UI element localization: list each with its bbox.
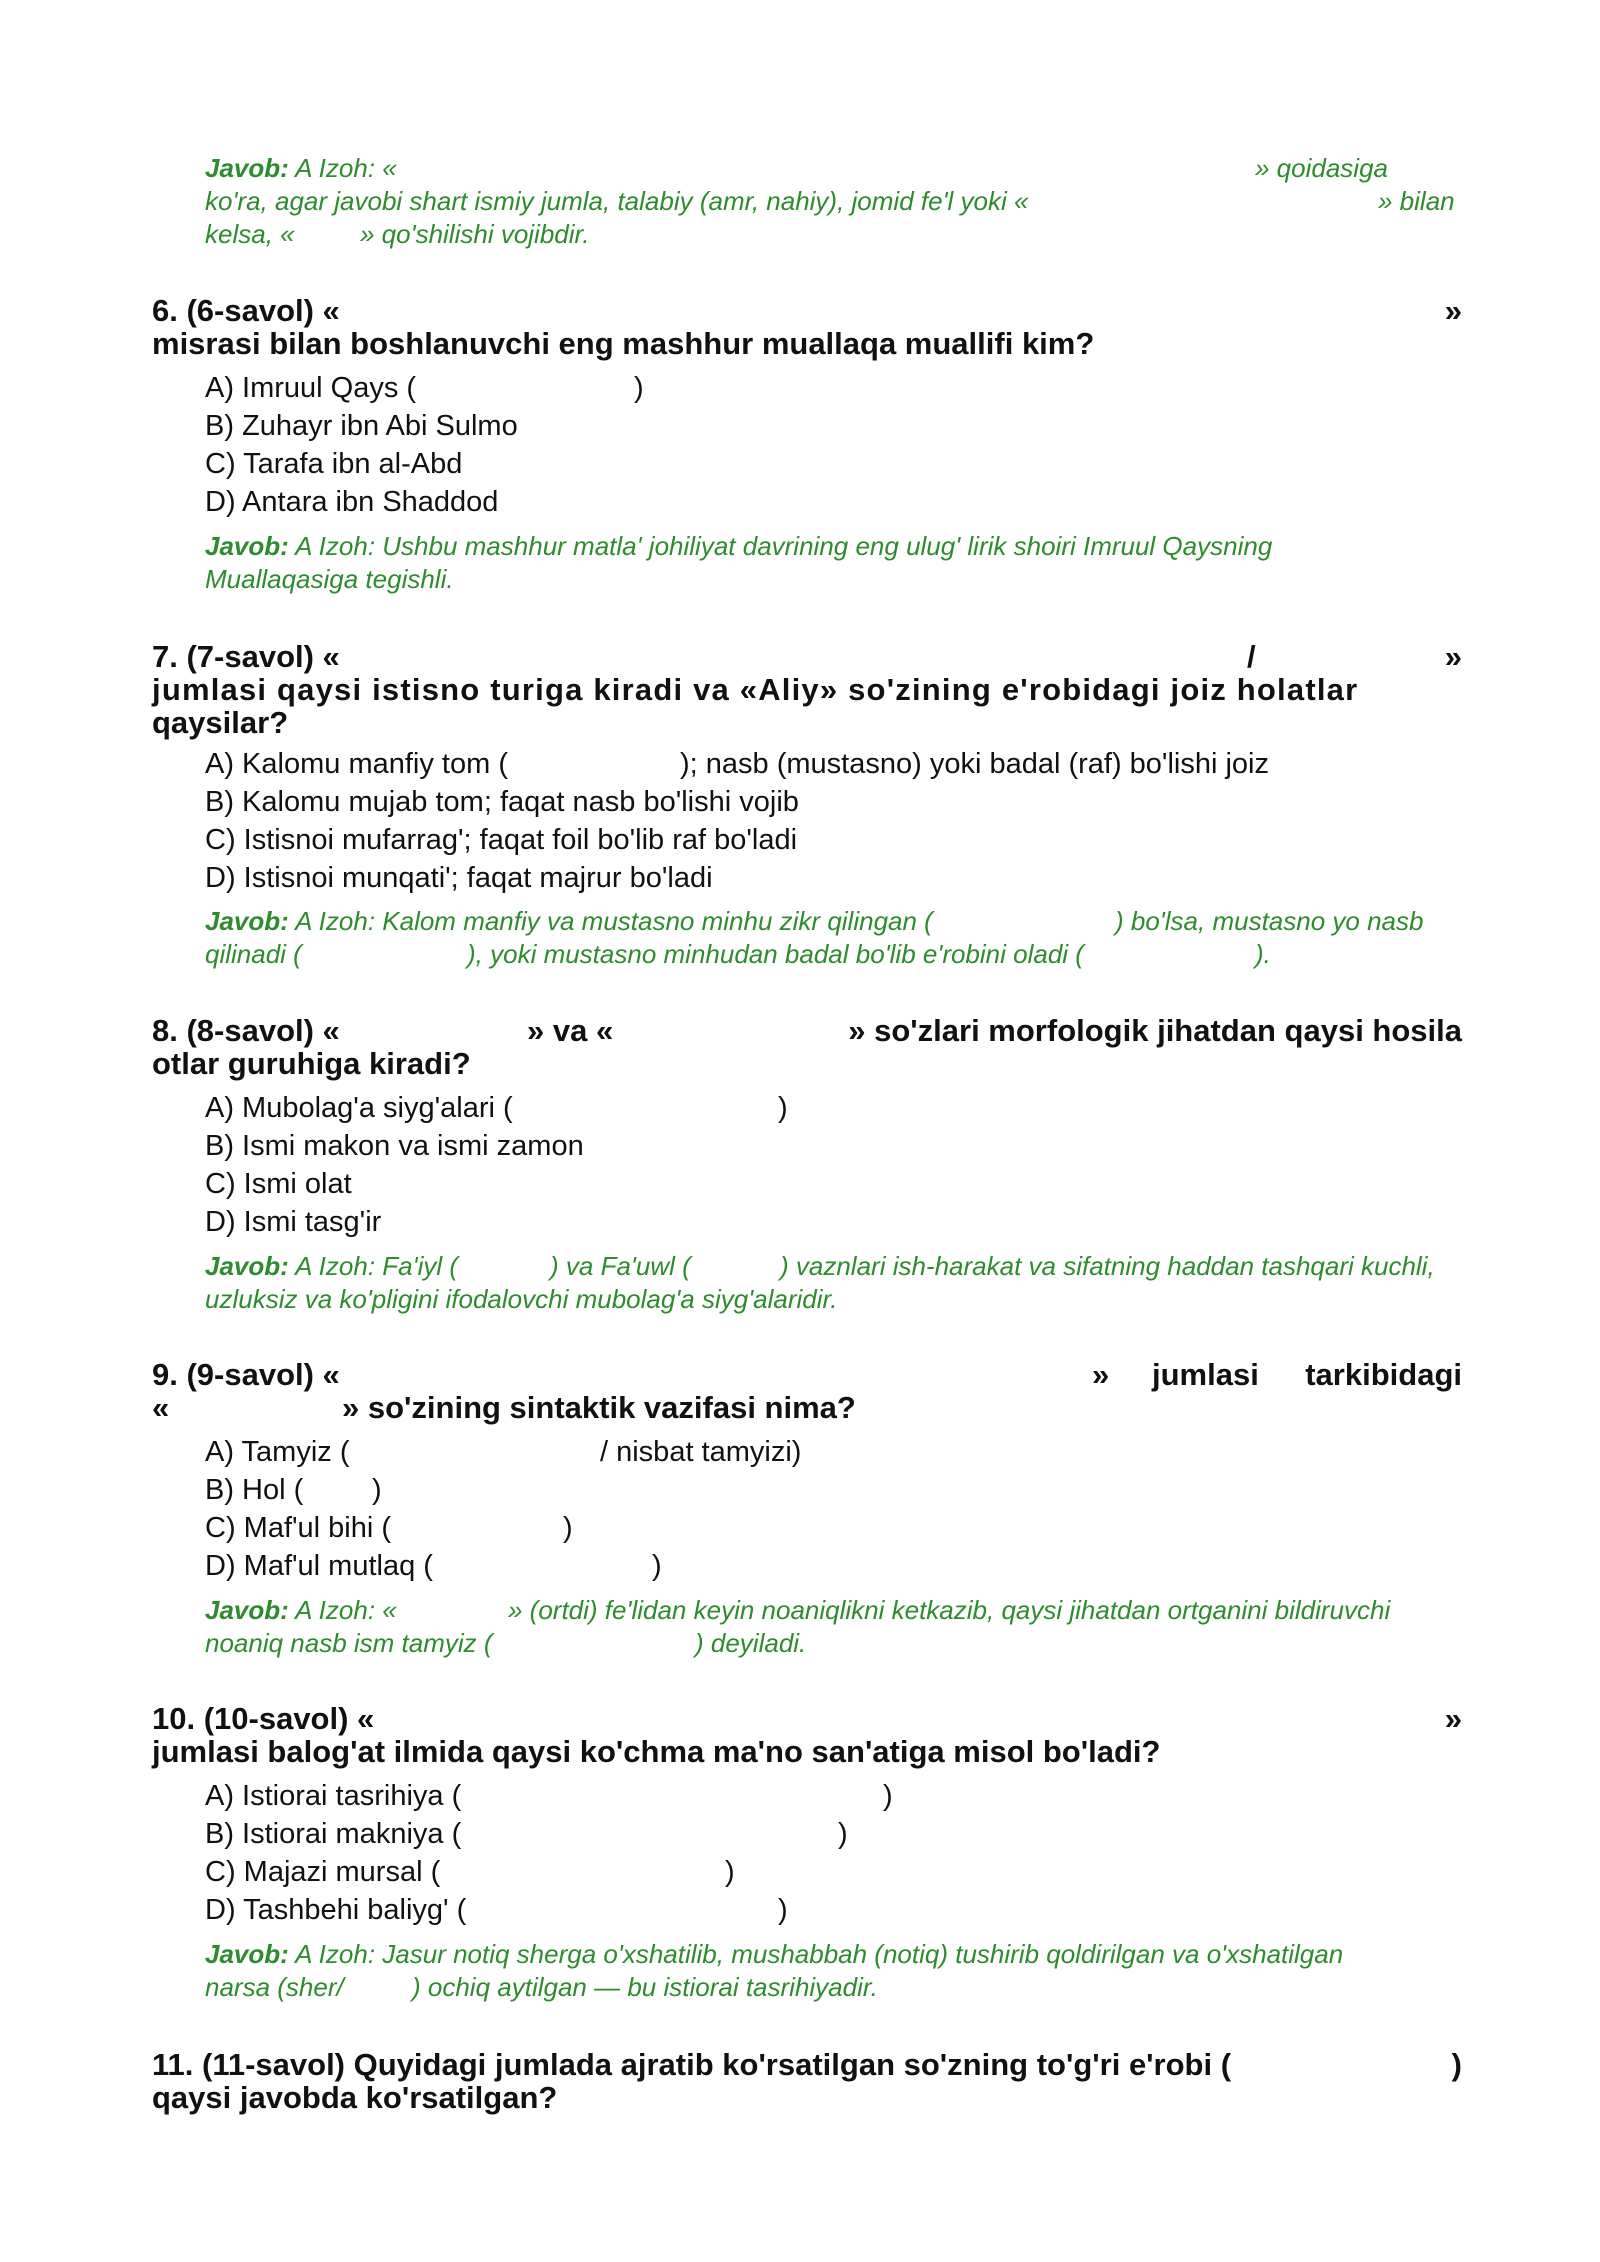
option-c: C) Majazi mursal ( [205, 1856, 441, 1888]
question-text: otlar guruhiga kiradi? [152, 1046, 471, 1081]
answer-text: qilinadi ( [205, 939, 302, 969]
answer-text: A Izoh: Fa'iyl ( [295, 1251, 459, 1281]
question-text: » so'zining sintaktik vazifasi nima? [342, 1390, 856, 1425]
question-text: » va « [527, 1013, 614, 1048]
option-c: C) Ismi olat [205, 1168, 352, 1200]
answer-text: A Izoh: Kalom manfiy va mustasno minhu zikr qilingan ( [295, 906, 933, 936]
answer-text: narsa (sher/ [205, 1972, 344, 2002]
option-a-close: ) [883, 1780, 893, 1812]
option-b: B) Hol ( [205, 1474, 304, 1506]
question-text: 10. (10-savol) « [152, 1701, 375, 1736]
option-d-close: ) [778, 1894, 788, 1926]
option-c-close: ) [563, 1512, 573, 1544]
option-d-close: ) [652, 1550, 662, 1582]
option-c: C) Tarafa ibn al-Abd [205, 448, 463, 480]
option-a: A) Imruul Qays ( [205, 372, 417, 404]
option-a: A) Istiorai tasrihiya ( [205, 1780, 462, 1812]
answer-text: » qo'shilishi vojibdir. [360, 219, 590, 249]
option-a-rest: ); nasb (mustasno) yoki badal (raf) bo'lishi joiz [680, 748, 1269, 780]
option-d: D) Ismi tasg'ir [205, 1206, 382, 1238]
option-b: B) Zuhayr ibn Abi Sulmo [205, 410, 518, 442]
option-a: A) Kalomu manfiy tom ( [205, 748, 508, 780]
question-text: 9. (9-savol) « [152, 1357, 340, 1392]
option-c-close: ) [725, 1856, 735, 1888]
option-a-rest: / nisbat tamyizi) [600, 1436, 802, 1468]
answer-label: Javob: [205, 1939, 289, 1969]
option-d: D) Tashbehi baliyg' ( [205, 1894, 467, 1926]
question-text: ) [1451, 2047, 1462, 2082]
question-text: jumlasi qaysi istisno turiga kiradi va «Aliy» so'zining e'robidagi joiz holatlar [152, 672, 1359, 707]
answer-text: ) bo'lsa, mustasno yo nasb [1115, 906, 1424, 936]
answer-text: » bilan [1378, 186, 1455, 216]
option-b-close: ) [372, 1474, 382, 1506]
answer-text: ), yoki mustasno minhudan badal bo'lib e'robini oladi ( [467, 939, 1084, 969]
answer-text: ) va Fa'uwl ( [550, 1251, 691, 1281]
option-b: B) Ismi makon va ismi zamon [205, 1130, 584, 1162]
option-a: A) Mubolag'a siyg'alari ( [205, 1092, 513, 1124]
question-text: qaysi javobda ko'rsatilgan? [152, 2080, 558, 2115]
answer-text: A Izoh: « [295, 153, 397, 183]
answer-block-q7 [205, 905, 1465, 971]
question-text: 7. (7-savol) « [152, 639, 340, 674]
answer-text: » qoidasiga [1255, 153, 1388, 183]
answer-label: Javob: [205, 1595, 289, 1625]
answer-text: uzluksiz va ko'pligini ifodalovchi mubolag'a siyg'alaridir. [205, 1284, 838, 1314]
question-11 [152, 2048, 1462, 2118]
answer-text: A Izoh: Jasur notiq sherga o'xshatilib, mushabbah (notiq) tushirib qoldirilgan va o'xshatilgan [295, 1939, 1344, 1969]
answer-text: ) vaznlari ish-harakat va sifatning haddan tashqari kuchli, [780, 1251, 1435, 1281]
answer-text: noaniq nasb ism tamyiz ( [205, 1628, 493, 1658]
answer-block-q10 [205, 1938, 1465, 2004]
answer-text: A Izoh: « [295, 1595, 397, 1625]
answer-label: Javob: [205, 153, 289, 183]
question-text: jumlasi balog'at ilmida qaysi ko'chma ma'no san'atiga misol bo'ladi? [152, 1734, 1161, 1769]
answer-label: Javob: [205, 906, 289, 936]
question-text: 11. (11-savol) Quyidagi jumlada ajratib ko'rsatilgan so'zning to'g'ri e'robi ( [152, 2047, 1232, 2082]
question-text: 8. (8-savol) « [152, 1013, 340, 1048]
answer-text: ). [1255, 939, 1271, 969]
question-text: / [1247, 639, 1256, 674]
answer-block-q6 [205, 530, 1465, 596]
option-d: D) Maf'ul mutlaq ( [205, 1550, 433, 1582]
answer-label: Javob: [205, 1251, 289, 1281]
question-text: » [1092, 1357, 1110, 1392]
option-d: D) Istisnoi munqati'; faqat majrur bo'ladi [205, 862, 713, 894]
question-text: tarkibidagi [1305, 1357, 1462, 1392]
question-text: » [1444, 639, 1462, 674]
option-b-close: ) [838, 1818, 848, 1850]
option-b: B) Istiorai makniya ( [205, 1818, 462, 1850]
answer-text: ) deyiladi. [695, 1628, 807, 1658]
option-a-close: ) [778, 1092, 788, 1124]
answer-text: » (ortdi) fe'lidan keyin noaniqlikni ketkazib, qaysi jihatdan ortganini bildiruvchi [508, 1595, 1391, 1625]
option-c: C) Maf'ul bihi ( [205, 1512, 392, 1544]
answer-text: ) ochiq aytilgan — bu istiorai tasrihiyadir. [412, 1972, 878, 2002]
question-text: jumlasi [1152, 1357, 1259, 1392]
answer-text: A Izoh: Ushbu mashhur matla' johiliyat davrining eng ulug' lirik shoiri Imruul Qaysning [295, 531, 1273, 561]
question-9 [152, 1358, 1462, 1428]
question-text: qaysilar? [152, 705, 289, 740]
answer-block-q8 [205, 1250, 1465, 1316]
option-b: B) Kalomu mujab tom; faqat nasb bo'lishi vojib [205, 786, 799, 818]
option-a-close: ) [634, 372, 644, 404]
answer-label: Javob: [205, 531, 289, 561]
question-text: 6. (6-savol) « [152, 293, 340, 328]
answer-text: Muallaqasiga tegishli. [205, 564, 454, 594]
question-text: « [152, 1390, 170, 1425]
option-c: C) Istisnoi mufarrag'; faqat foil bo'lib raf bo'ladi [205, 824, 798, 856]
question-text: » so'zlari morfologik jihatdan qaysi hosila [848, 1013, 1462, 1048]
question-text: » [1444, 1701, 1462, 1736]
question-text: misrasi bilan boshlanuvchi eng mashhur muallaqa muallifi kim? [152, 326, 1095, 361]
option-d: D) Antara ibn Shaddod [205, 486, 499, 518]
option-a: A) Tamyiz ( [205, 1436, 350, 1468]
question-10 [152, 1702, 1462, 1772]
answer-block-q5 [205, 152, 1465, 252]
answer-text: kelsa, « [205, 219, 295, 249]
question-8 [152, 1014, 1462, 1084]
question-6 [152, 294, 1462, 364]
answer-text: ko'ra, agar javobi shart ismiy jumla, talabiy (amr, nahiy), jomid fe'l yoki « [205, 186, 1029, 216]
question-7 [152, 640, 1462, 740]
answer-block-q9 [205, 1594, 1465, 1660]
question-text: » [1444, 293, 1462, 328]
